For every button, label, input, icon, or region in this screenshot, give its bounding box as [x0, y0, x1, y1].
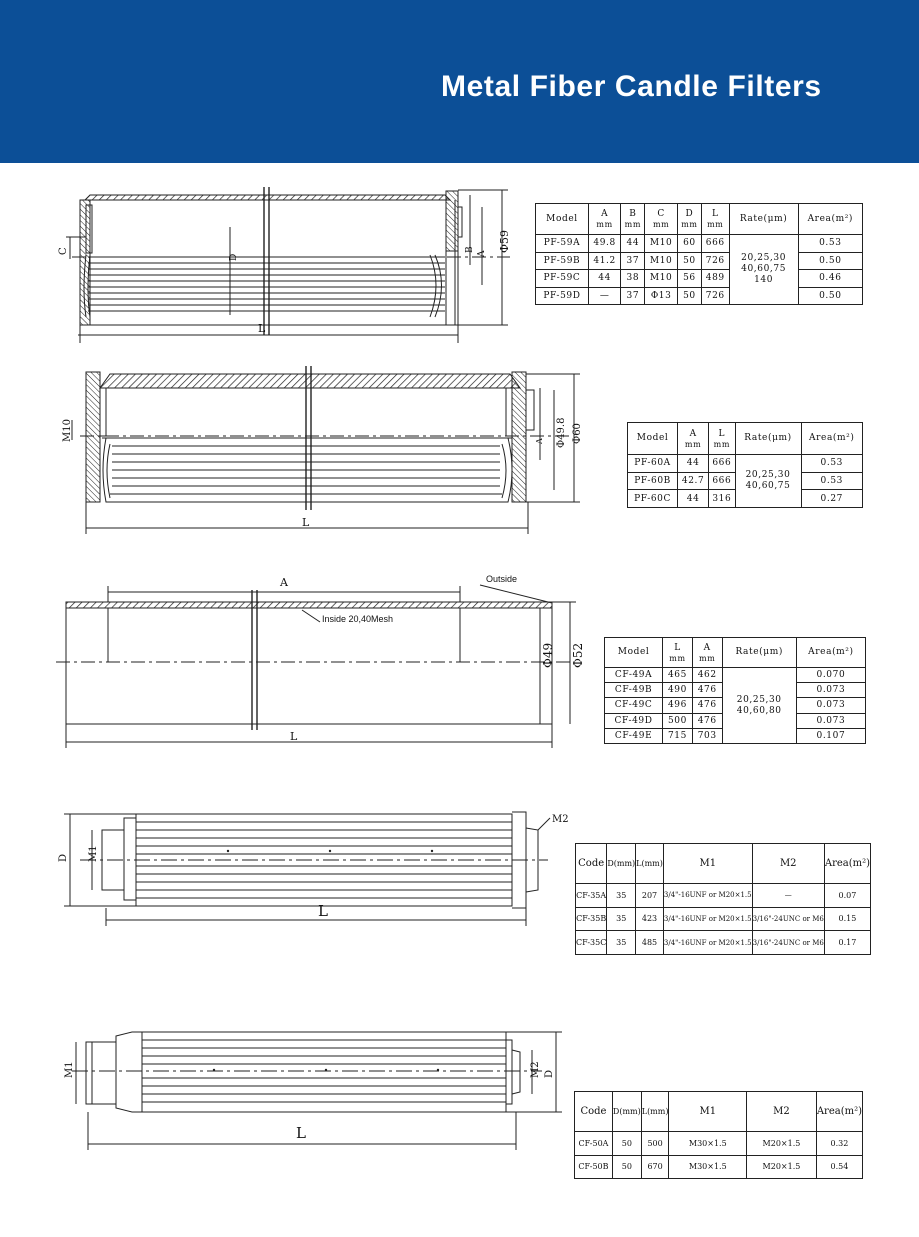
table-cell: M20×1.5	[747, 1132, 817, 1156]
header-area: Area(m²)	[816, 1092, 862, 1132]
pf59-filter-drawing	[50, 185, 520, 345]
table-row	[536, 287, 863, 305]
table-cell: 44	[678, 490, 709, 508]
dim-b-label: B	[465, 246, 475, 253]
header-m1: M1	[663, 844, 752, 884]
table-cell: 715	[663, 728, 693, 743]
table-cell: 462	[692, 668, 722, 683]
table-cell: 37	[621, 252, 645, 270]
table-cell: 49.8	[588, 235, 620, 253]
table-row	[576, 931, 871, 955]
header-rate: Rate(μm)	[722, 638, 796, 668]
table-cell: 465	[663, 668, 693, 683]
table-cell: 670	[641, 1155, 669, 1179]
header-a: A mm	[678, 423, 709, 455]
table-cell: Φ13	[645, 287, 677, 305]
table-cell: PF-59D	[536, 287, 589, 305]
table-cell: 35	[607, 931, 636, 955]
table-cell: 0.15	[824, 907, 870, 931]
table-cell: 60	[677, 235, 701, 253]
header-l: L mm	[663, 638, 693, 668]
table-cell: 0.53	[798, 235, 862, 253]
table-cell: 0.46	[798, 270, 862, 288]
table-cell: 3/16"-24UNC or M6	[752, 907, 824, 931]
table-cell: 3/4"-16UNF or M20×1.5	[663, 907, 752, 931]
header-m2: M2	[752, 844, 824, 884]
pf60-spec-table	[627, 422, 863, 508]
table-cell: 50	[612, 1155, 641, 1179]
table-cell: CF-50A	[575, 1132, 613, 1156]
table-cell: CF-49A	[605, 668, 663, 683]
table-cell: 476	[692, 713, 722, 728]
table-cell: 0.54	[816, 1155, 862, 1179]
table-cell: 35	[607, 884, 636, 908]
table-cell: 42.7	[678, 472, 709, 490]
header-d: D mm	[677, 204, 701, 235]
table-cell: 500	[641, 1132, 669, 1156]
table-cell: CF-35B	[576, 907, 607, 931]
dim-d-label: D	[58, 853, 69, 862]
dim-c-label: C	[58, 247, 69, 255]
cf49-spec-table	[604, 637, 866, 744]
header-l: L(mm)	[641, 1092, 669, 1132]
header-m1: M1	[669, 1092, 747, 1132]
header-l: L(mm)	[636, 844, 664, 884]
table-cell: 485	[636, 931, 664, 955]
header-model: Model	[605, 638, 663, 668]
table-cell: CF-49D	[605, 713, 663, 728]
table-cell: 3/16"-24UNC or M6	[752, 931, 824, 955]
table-cell: M10	[645, 270, 677, 288]
table-cell: 3/4"-16UNF or M20×1.5	[663, 931, 752, 955]
header-model: Model	[536, 204, 589, 235]
header-code: Code	[575, 1092, 613, 1132]
table-cell: 44	[678, 455, 709, 473]
header-rate: Rate(μm)	[735, 423, 801, 455]
table-cell: 666	[709, 455, 735, 473]
table-cell: 50	[677, 287, 701, 305]
table-row	[575, 1155, 863, 1179]
page-title: Metal Fiber Candle Filters	[441, 70, 822, 103]
pf60-filter-drawing	[50, 360, 590, 540]
table-cell: 0.073	[796, 683, 865, 698]
table-row	[576, 884, 871, 908]
table-cell: PF-59A	[536, 235, 589, 253]
table-cell: 0.50	[798, 252, 862, 270]
cf50-filter-drawing	[50, 1020, 580, 1150]
header-area: Area(m²)	[801, 423, 862, 455]
table-cell: CF-50B	[575, 1155, 613, 1179]
dim-a-label: A	[477, 250, 487, 257]
cf35-filter-drawing	[50, 800, 580, 930]
outside-label: Outside	[486, 574, 518, 584]
table-cell: 207	[636, 884, 664, 908]
table-cell: 496	[663, 698, 693, 713]
dim-d-label: D	[544, 1069, 555, 1078]
dim-phi52-label: Φ52	[571, 642, 585, 668]
cf50-spec-table	[574, 1091, 863, 1179]
table-cell: 44	[588, 270, 620, 288]
dim-l-label: L	[296, 1124, 306, 1142]
table-row	[605, 668, 866, 683]
table-cell: CF-49C	[605, 698, 663, 713]
table-cell: 500	[663, 713, 693, 728]
table-cell: PF-60C	[628, 490, 678, 508]
dim-a-label: A	[280, 576, 288, 589]
rate-cell: 20,25,30 40,60,80	[722, 668, 796, 744]
table-cell: 0.073	[796, 713, 865, 728]
table-cell: 490	[663, 683, 693, 698]
dim-d-label: D	[229, 253, 239, 261]
header-c: C mm	[645, 204, 677, 235]
dim-l-label: L	[258, 322, 266, 335]
header-a: A mm	[588, 204, 620, 235]
rate-cell: 20,25,30 40,60,75 140	[729, 235, 798, 305]
pf59-spec-table	[535, 203, 863, 305]
table-cell: 0.53	[801, 472, 862, 490]
table-cell: 489	[701, 270, 729, 288]
table-cell: M20×1.5	[747, 1155, 817, 1179]
header-m2: M2	[747, 1092, 817, 1132]
table-row	[536, 235, 863, 253]
cf35-spec-table	[575, 843, 871, 955]
dim-l-label: L	[318, 902, 328, 920]
rate-cell: 20,25,30 40,60,75	[735, 455, 801, 508]
table-cell: 726	[701, 252, 729, 270]
table-cell: 44	[621, 235, 645, 253]
header-rate: Rate(μm)	[729, 204, 798, 235]
table-cell: M30×1.5	[669, 1155, 747, 1179]
table-cell: 0.070	[796, 668, 865, 683]
dim-a-label: A	[535, 438, 544, 444]
dim-l-label: L	[290, 730, 298, 743]
dim-l-label: L	[302, 516, 310, 529]
table-cell: 423	[636, 907, 664, 931]
table-cell: 0.17	[824, 931, 870, 955]
table-cell: M30×1.5	[669, 1132, 747, 1156]
dim-m10-label: M10	[62, 419, 73, 442]
header-area: Area(m²)	[796, 638, 865, 668]
table-cell: 666	[701, 235, 729, 253]
dim-phi498-label: Φ49.8	[556, 417, 567, 448]
dim-m1-label: M1	[88, 845, 99, 862]
header-d: D(mm)	[612, 1092, 641, 1132]
header-model: Model	[628, 423, 678, 455]
header-area: Area(m²)	[824, 844, 870, 884]
table-cell: 0.07	[824, 884, 870, 908]
dim-m2-label: M2	[552, 814, 569, 825]
table-cell: 35	[607, 907, 636, 931]
table-cell: CF-35C	[576, 931, 607, 955]
header-code: Code	[576, 844, 607, 884]
table-cell: 0.32	[816, 1132, 862, 1156]
table-cell: 50	[612, 1132, 641, 1156]
table-cell: PF-60A	[628, 455, 678, 473]
table-cell: 37	[621, 287, 645, 305]
table-cell: M10	[645, 252, 677, 270]
table-cell: 38	[621, 270, 645, 288]
table-cell: 0.27	[801, 490, 862, 508]
table-cell: CF-49B	[605, 683, 663, 698]
table-row	[536, 270, 863, 288]
header-l: L mm	[701, 204, 729, 235]
table-cell: M10	[645, 235, 677, 253]
table-cell: CF-49E	[605, 728, 663, 743]
table-row	[575, 1132, 863, 1156]
header-area: Area(m²)	[798, 204, 862, 235]
table-cell: 0.50	[798, 287, 862, 305]
table-cell: 41.2	[588, 252, 620, 270]
table-cell: 50	[677, 252, 701, 270]
table-cell: 703	[692, 728, 722, 743]
table-cell: 56	[677, 270, 701, 288]
table-cell: 3/4"-16UNF or M20×1.5	[663, 884, 752, 908]
table-cell: 476	[692, 698, 722, 713]
dim-phi60-label: Φ60	[572, 423, 583, 444]
table-cell: CF-35A	[576, 884, 607, 908]
dim-m2-label: M2	[530, 1061, 541, 1078]
header-b: B mm	[621, 204, 645, 235]
dim-phi59-label: Φ59	[498, 229, 511, 253]
table-cell: PF-60B	[628, 472, 678, 490]
dim-m1-label: M1	[64, 1061, 75, 1078]
table-cell: 316	[709, 490, 735, 508]
table-cell: —	[588, 287, 620, 305]
dim-phi49-label: Φ49	[541, 642, 555, 668]
table-cell: PF-59C	[536, 270, 589, 288]
table-cell: —	[752, 884, 824, 908]
header-l: L mm	[709, 423, 735, 455]
inside-mesh-label: Inside 20,40Mesh	[322, 614, 394, 624]
table-cell: 0.073	[796, 698, 865, 713]
table-row	[576, 907, 871, 931]
header-d: D(mm)	[607, 844, 636, 884]
table-cell: 476	[692, 683, 722, 698]
cf49-filter-drawing	[50, 570, 590, 750]
table-cell: 0.107	[796, 728, 865, 743]
table-cell: PF-59B	[536, 252, 589, 270]
header-a: A mm	[692, 638, 722, 668]
table-cell: 666	[709, 472, 735, 490]
table-row	[536, 252, 863, 270]
table-row	[628, 455, 863, 473]
table-cell: 0.53	[801, 455, 862, 473]
header-banner	[0, 0, 919, 163]
table-cell: 726	[701, 287, 729, 305]
